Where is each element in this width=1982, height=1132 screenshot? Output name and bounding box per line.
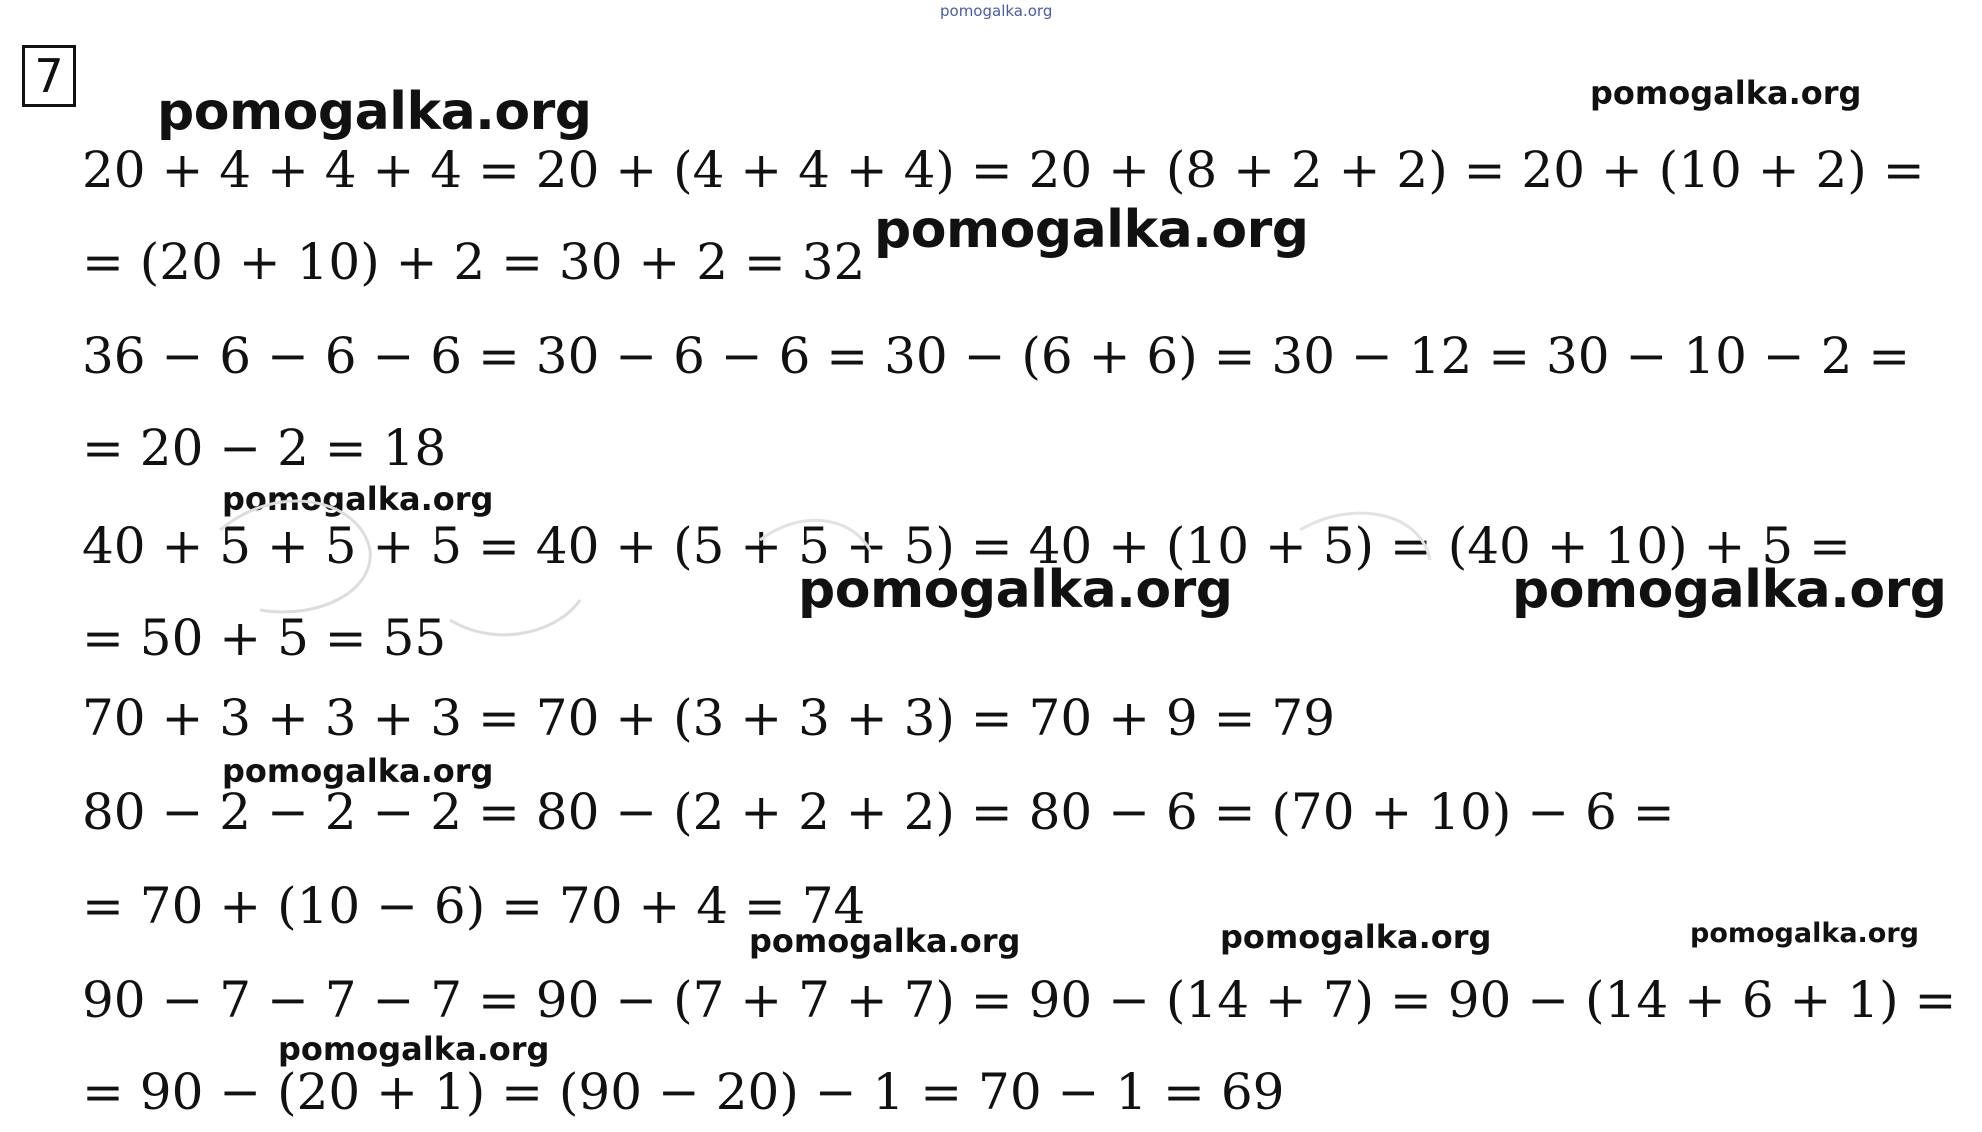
equation-line: = 90 − (20 + 1) = (90 − 20) − 1 = 70 − 1 = 69	[82, 1063, 1285, 1121]
watermark-top: pomogalka.org	[940, 2, 1053, 20]
equation-line: 40 + 5 + 5 + 5 = 40 + (5 + 5 + 5) = 40 + (10 + 5) = (40 + 10) + 5 =	[82, 517, 1851, 575]
watermark: pomogalka.org	[157, 82, 592, 142]
watermark: pomogalka.org	[1590, 74, 1862, 112]
equation-line: = 70 + (10 − 6) = 70 + 4 = 74	[82, 877, 866, 935]
equation-line: 20 + 4 + 4 + 4 = 20 + (4 + 4 + 4) = 20 + (8 + 2 + 2) = 20 + (10 + 2) =	[82, 141, 1925, 199]
watermark: pomogalka.org	[222, 480, 494, 518]
equation-line: 36 − 6 − 6 − 6 = 30 − 6 − 6 = 30 − (6 + 6) = 30 − 12 = 30 − 10 − 2 =	[82, 327, 1911, 385]
equation-line: 80 − 2 − 2 − 2 = 80 − (2 + 2 + 2) = 80 − 6 = (70 + 10) − 6 =	[82, 783, 1675, 841]
task-number-box: 7	[22, 45, 76, 107]
watermark: pomogalka.org	[749, 922, 1021, 960]
watermark: pomogalka.org	[278, 1030, 550, 1068]
watermark: pomogalka.org	[874, 200, 1309, 260]
watermark: pomogalka.org	[1690, 918, 1919, 949]
equation-line: 70 + 3 + 3 + 3 = 70 + (3 + 3 + 3) = 70 + 9 = 79	[82, 689, 1336, 747]
watermark: pomogalka.org	[1220, 918, 1492, 956]
watermark: pomogalka.org	[222, 752, 494, 790]
equation-line: = 20 − 2 = 18	[82, 419, 447, 477]
watermark: pomogalka.org	[798, 560, 1233, 620]
equation-line: = 50 + 5 = 55	[82, 609, 447, 667]
watermark: pomogalka.org	[1512, 560, 1947, 620]
equation-line: 90 − 7 − 7 − 7 = 90 − (7 + 7 + 7) = 90 − (14 + 7) = 90 − (14 + 6 + 1) =	[82, 971, 1957, 1029]
equation-line: = (20 + 10) + 2 = 30 + 2 = 32	[82, 233, 866, 291]
